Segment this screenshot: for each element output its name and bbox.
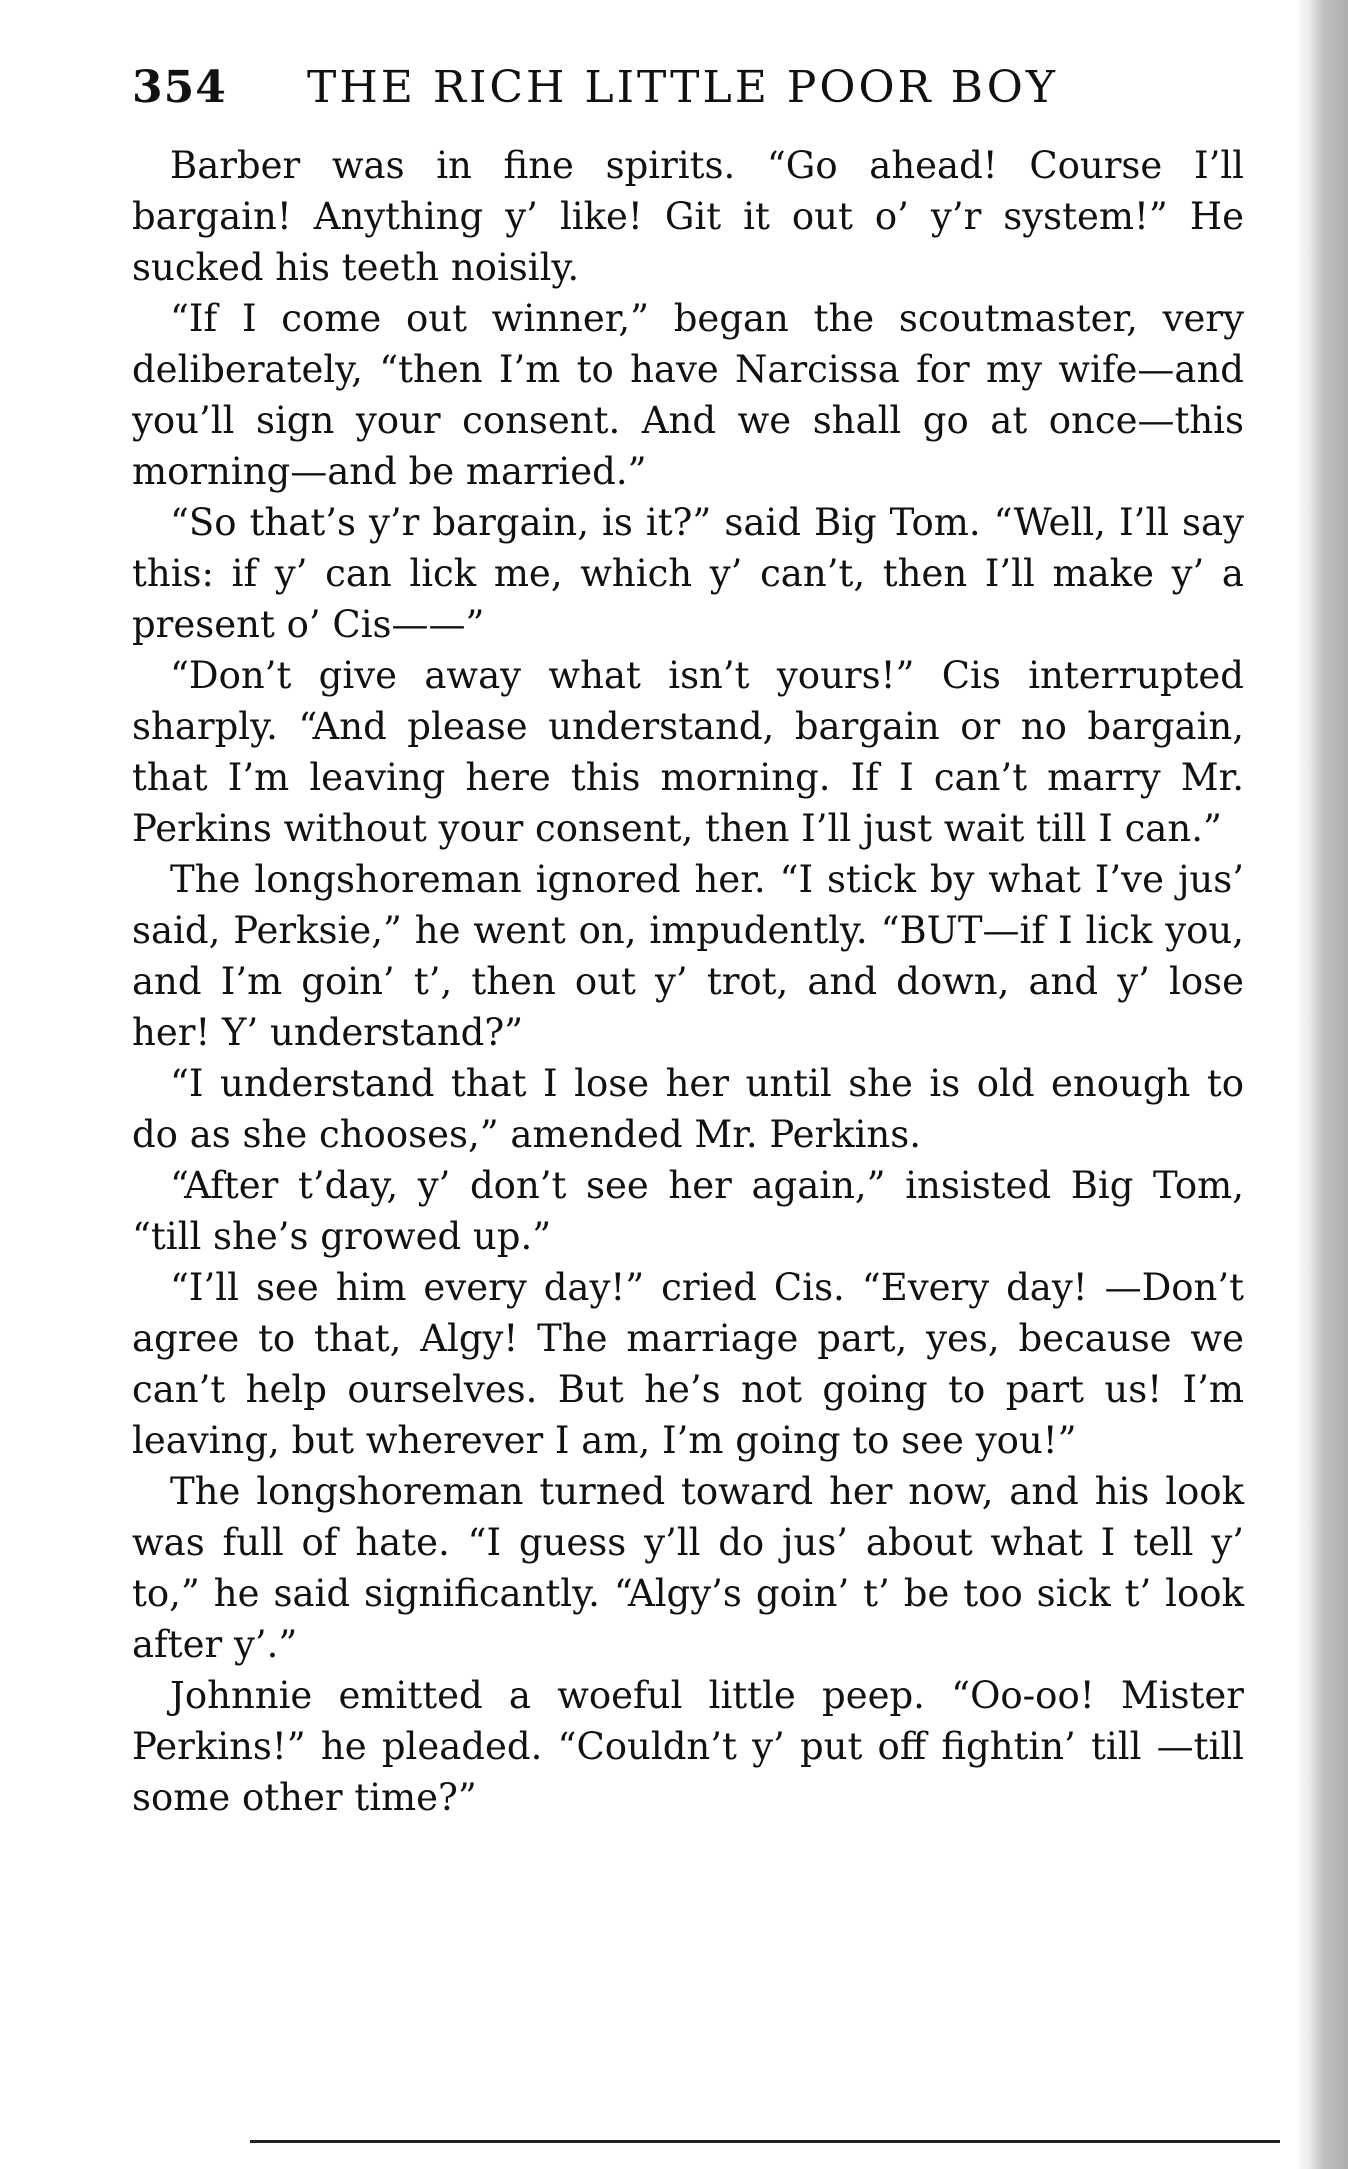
bottom-rule — [250, 2140, 1280, 2143]
page-edge-shadow — [1296, 0, 1348, 2169]
paragraph: The longshoreman turned toward her now, and his look was full of hate. “I guess y’ll do jus’ about what I tell y’ to,” he said significantly. “Algy’s goin’ t’ be too sick t’ look after y’.” — [132, 1470, 1244, 1666]
paragraph: “I understand that I lose her until she is old enough to do as she chooses,” amended Mr. Perkins. — [132, 1062, 1244, 1156]
paragraph: “So that’s y’r bargain, is it?” said Big Tom. “Well, I’ll say this: if y’ can lick me, which y’ can’t, then I’ll make y’ a present o’ Cis——” — [132, 501, 1244, 646]
page-number: 354 — [132, 62, 227, 113]
paragraph: Barber was in fine spirits. “Go ahead! Course I’ll bargain! Anything y’ like! Git it out o’ y’r system!” He sucked his teeth noisily. — [132, 144, 1244, 289]
body-text — [132, 140, 1244, 1823]
paragraph: “Don’t give away what isn’t yours!” Cis interrupted sharply. “And please understand, bargain or no bargain, that I’m leaving here this morning. If I can’t marry Mr. Perkins without your consent, then I’ll just wait till I can.” — [132, 654, 1244, 850]
paragraph: “After t’day, y’ don’t see her again,” insisted Big Tom, “till she’s growed up.” — [132, 1164, 1244, 1258]
paragraph: Johnnie emitted a woeful little peep. “Oo-oo! Mister Perkins!” he pleaded. “Couldn’t y’ put off fightin’ till —till some other time?” — [132, 1674, 1244, 1819]
paragraph: The longshoreman ignored her. “I stick by what I’ve jus’ said, Perksie,” he went on, impudently. “BUT—if I lick you, and I’m goin’ t’, then out y’ trot, and down, and y’ lose her! Y’ understand?” — [132, 858, 1244, 1054]
page-header — [132, 62, 1242, 122]
paragraph: “If I come out winner,” began the scoutmaster, very deliberately, “then I’m to have Narcissa for my wife—and you’ll sign your consent. And we shall go at once—this morning—and be married.” — [132, 297, 1244, 493]
paragraph: “I’ll see him every day!” cried Cis. “Every day! —Don’t agree to that, Algy! The marriage part, yes, because we can’t help ourselves. But he’s not going to part us! I’m leaving, but wherever I am, I’m going to see you!” — [132, 1266, 1244, 1462]
running-title: THE RICH LITTLE POOR BOY — [307, 62, 1058, 113]
